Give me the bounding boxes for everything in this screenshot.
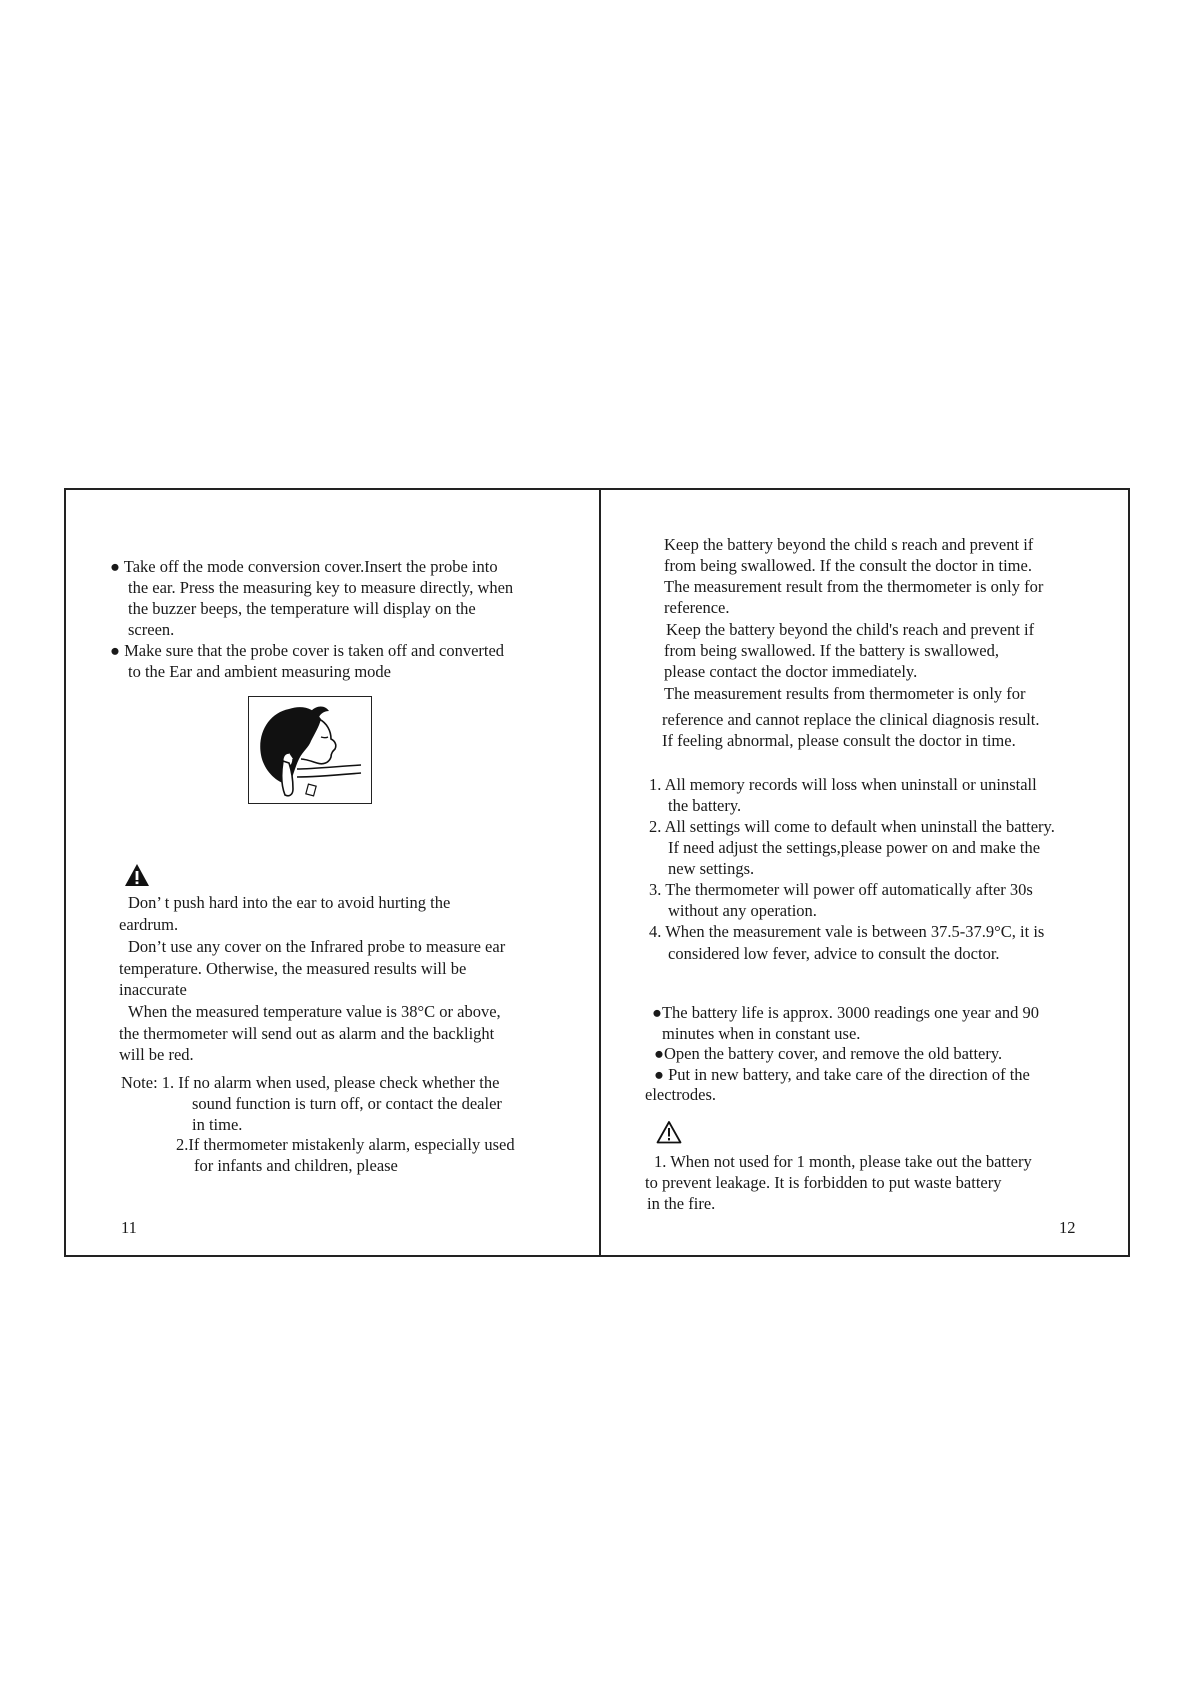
caution-line: When the measured temperature value is 38°C or above, — [128, 1002, 501, 1021]
page-number-right: 12 — [1059, 1218, 1076, 1237]
caution-line: temperature. Otherwise, the measured results will be — [119, 959, 467, 978]
right-text-line: reference. — [664, 598, 730, 617]
left-text-line: the buzzer beeps, the temperature will display on the — [128, 599, 476, 618]
right-text-line: from being swallowed. If the battery is swallowed, — [664, 641, 999, 660]
note-line: sound function is turn off, or contact the dealer — [192, 1094, 502, 1113]
right-text-line: If feeling abnormal, please consult the doctor in time. — [662, 731, 1016, 750]
list-line: If need adjust the settings,please power on and make the — [668, 838, 1041, 857]
caution-line: Don’t use any cover on the Infrared probe to measure ear — [128, 937, 506, 956]
right-text-line: Keep the battery beyond the child s reach and prevent if — [664, 535, 1034, 554]
battery-line: minutes when in constant use. — [662, 1024, 861, 1043]
battery-line: ●Open the battery cover, and remove the old battery. — [654, 1044, 1003, 1063]
page-divider — [599, 490, 601, 1255]
caution-line: will be red. — [119, 1045, 194, 1064]
note-line: Note: 1. If no alarm when used, please check whether the — [121, 1073, 500, 1092]
right-text-line: please contact the doctor immediately. — [664, 662, 918, 681]
left-text-line: ● Take off the mode conversion cover.Insert the probe into — [110, 557, 498, 576]
caution-line: eardrum. — [119, 915, 179, 934]
list-line: 3. The thermometer will power off automatically after 30s — [649, 880, 1033, 899]
list-line: without any operation. — [668, 901, 817, 920]
list-line: 2. All settings will come to default when uninstall the battery. — [649, 817, 1055, 836]
battery-line: ● Put in new battery, and take care of the direction of the — [654, 1065, 1030, 1084]
right-text-line: from being swallowed. If the consult the doctor in time. — [664, 556, 1032, 575]
right-text-line: reference and cannot replace the clinical diagnosis result. — [662, 710, 1040, 729]
list-line: 4. When the measurement vale is between 37.5-37.9°C, it is — [649, 922, 1045, 941]
page-number-left: 11 — [121, 1218, 137, 1237]
left-text-line: the ear. Press the measuring key to measure directly, when — [128, 578, 514, 597]
battery-warning-line: 1. When not used for 1 month, please take out the battery — [654, 1152, 1032, 1171]
caution-line: inaccurate — [119, 980, 187, 999]
battery-line: electrodes. — [645, 1085, 717, 1104]
left-text-line: ● Make sure that the probe cover is taken off and converted — [110, 641, 505, 660]
list-line: the battery. — [668, 796, 742, 815]
right-text-line: The measurement result from the thermometer is only for — [664, 577, 1044, 596]
list-line: new settings. — [668, 859, 755, 878]
battery-line: ●The battery life is approx. 3000 readings one year and 90 — [652, 1003, 1040, 1022]
left-text-line: to the Ear and ambient measuring mode — [128, 662, 392, 681]
booklet-spread — [64, 488, 1130, 1257]
list-line: considered low fever, advice to consult the doctor. — [668, 944, 1000, 963]
warning-triangle-filled-icon — [124, 863, 150, 887]
child-ear-thermometer-illustration — [248, 696, 372, 804]
right-text-line: Keep the battery beyond the child's reach and prevent if — [666, 620, 1035, 639]
caution-line: the thermometer will send out as alarm and the backlight — [119, 1024, 495, 1043]
battery-warning-line: in the fire. — [647, 1194, 716, 1213]
note-line: for infants and children, please — [194, 1156, 398, 1175]
warning-triangle-outline-icon — [656, 1120, 682, 1144]
left-text-line: screen. — [128, 620, 175, 639]
battery-warning-line: to prevent leakage. It is forbidden to put waste battery — [645, 1173, 1002, 1192]
caution-line: Don’ t push hard into the ear to avoid hurting the — [128, 893, 451, 912]
note-line: in time. — [192, 1115, 243, 1134]
note-line: 2.If thermometer mistakenly alarm, especially used — [176, 1135, 515, 1154]
right-text-line: The measurement results from thermometer is only for — [664, 684, 1026, 703]
list-line: 1. All memory records will loss when uninstall or uninstall — [649, 775, 1037, 794]
